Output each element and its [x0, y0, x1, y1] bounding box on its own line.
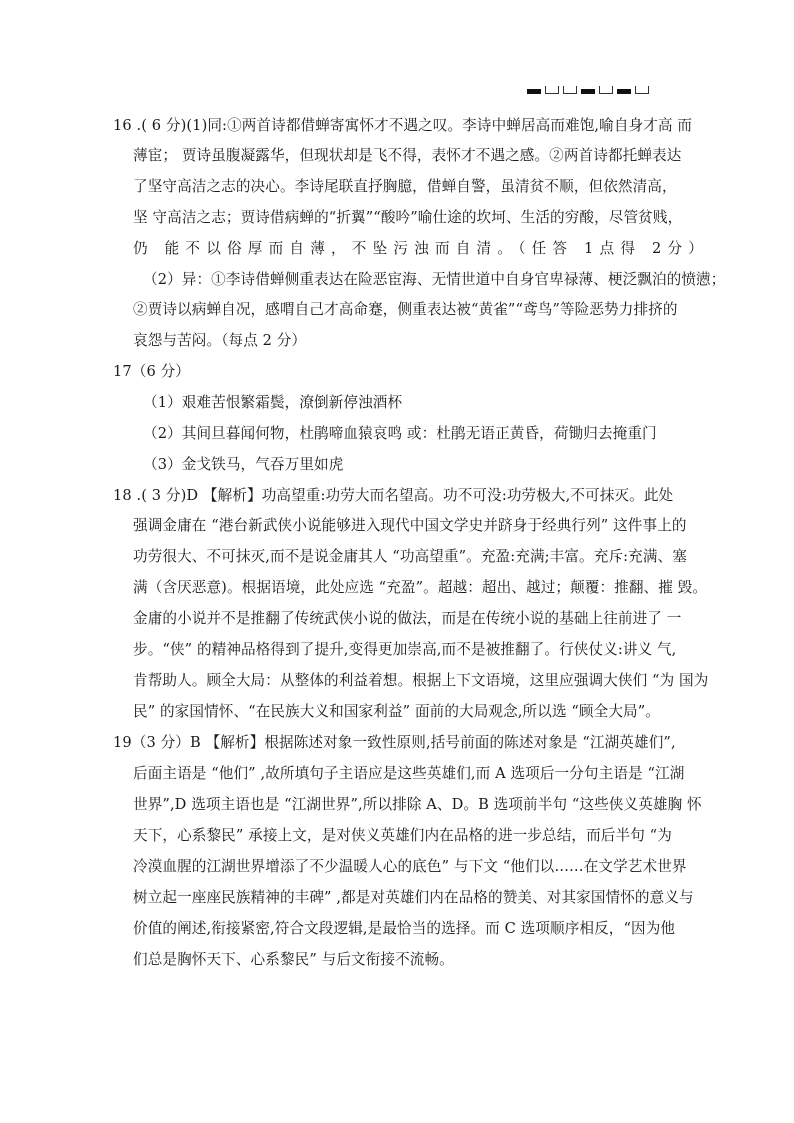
q19-line-7: 价值的阐述,衔接紧密,符合文段逻辑,是最恰当的选择。而 C 选项顺序相反，“因为他 [133, 920, 676, 937]
q18-line-8: 民” 的家国情怀、“在民族大义和国家利益” 面前的大局观念,所以选 “顾全大局”。 [133, 703, 660, 720]
q16-line-6: （2）异：①李诗借蝉侧重表达在险恶宦海、无情世道中自身官卑禄薄、梗泛飘泊的愤懑； [143, 271, 726, 288]
q17-line-2: （2）其间旦暮闻何物，杜鹃啼血猿哀鸣 或：杜鹃无语正黄昏，荷锄归去掩重门 [143, 425, 657, 442]
q18-line-3: 功劳很大、不可抹灭,而不是说金庸其人 “功高望重”。充盈:充满;丰富。充斥:充满、塞 [133, 548, 687, 565]
q19-line-2: 后面主语是 “他们” ,故所填句子主语应是这些英雄们,而 A 选项后一分句主语是 “江湖 [133, 765, 685, 782]
corner-mark [545, 86, 559, 94]
q16-line-2: 薄宦； 贾诗虽腹凝露华，但现状却是飞不得，表怀才不遇之感。②两首诗都托蝉表达 [133, 147, 682, 164]
q18-line-4: 满（含厌恶意)。根据语境，此处应选 “充盈”。超越：超出、越过；颠覆：推翻、摧 毁。 [133, 579, 708, 596]
q18-line-5: 金庸的小说并不是推翻了传统武侠小说的做法，而是在传统小说的基础上往前进了 一 [133, 610, 682, 627]
q16-line-1: 16 .( 6 分)(1)同:①两首诗都借蝉寄寓怀才不遇之叹。李诗中蝉居高而难饱,喻自身才高 而 [113, 117, 693, 134]
q19-line-4: 天下，心系黎民” 承接上文，是对侠义英雄们内在品格的进一步总结，而后半句 “为 [133, 827, 672, 844]
page-corner-marks [527, 86, 649, 94]
q16-line-5: 仍 能不以俗厚而自薄，不坠污浊而自清。（任答 1点得 2分） [133, 240, 710, 257]
q16-line-8: 哀怨与苦闷。（每点 2 分） [133, 332, 307, 349]
q16-line-4: 坚 守高洁之志；贾诗借病蝉的“折翼”“酸吟”喻仕途的坎坷、生活的穷酸，尽管贫贱， [133, 209, 683, 226]
q19-line-1: 19（3 分）B 【解析】根据陈述对象一致性原则,括号前面的陈述对象是 “江湖英雄们”, [113, 734, 676, 751]
q18-line-2: 强调金庸在 “港台新武侠小说能够进入现代中国文学史并跻身于经典行列” 这件事上的 [133, 517, 687, 534]
q19-line-3: 世界”,D 选项主语也是 “江湖世界”,所以排除 A、D。B 选项前半句 “这些侠义英雄胸 怀 [133, 796, 702, 813]
q19-line-5: 冷漠血腥的江湖世界增添了不少温暖人心的底色” 与下文 “他们以……在文学艺术世界 [133, 858, 687, 875]
q16-line-7: ②贾诗以病蝉自况，感喟自己才高命蹇，侧重表达被“黄雀”“鸢鸟”等险恶势力排挤的 [133, 301, 678, 318]
q18-line-7: 肯帮助人。顾全大局：从整体的利益着想。根据上下文语境，这里应强调大侠们 “为 国为 [133, 672, 709, 689]
q17-line-1: （1）艰难苦恨繁霜鬓，潦倒新停浊酒杯 [143, 394, 403, 411]
corner-mark [527, 89, 541, 94]
corner-mark [635, 86, 649, 94]
q18-line-6: 步。“侠” 的精神品格得到了提升,变得更加崇高,而不是被推翻了。行侠仗义:讲义 气, [133, 641, 677, 658]
q17-line-3: （3）金戈铁马，气吞万里如虎 [143, 456, 344, 473]
q16-line-3: 了坚守高洁之志的决心。李诗尾联直抒胸臆，借蝉自警，虽清贫不顺，但依然清高， [133, 178, 677, 195]
q17-heading: 17（6 分） [113, 363, 190, 380]
corner-mark [563, 86, 577, 94]
q18-line-1: 18 .( 3 分)D 【解析】功高望重:功劳大而名望高。功不可没:功劳极大,不可抹灭。此处 [113, 487, 674, 504]
q19-line-6: 树立起一座座民族精神的丰碑” ,都是对英雄们内在品格的赞美、对其家国情怀的意义与 [133, 889, 694, 906]
corner-mark [581, 89, 595, 94]
corner-mark [599, 86, 613, 94]
corner-mark [617, 89, 631, 94]
q19-line-8: 们总是胸怀天下、心系黎民” 与后文衔接不流畅。 [133, 951, 454, 968]
